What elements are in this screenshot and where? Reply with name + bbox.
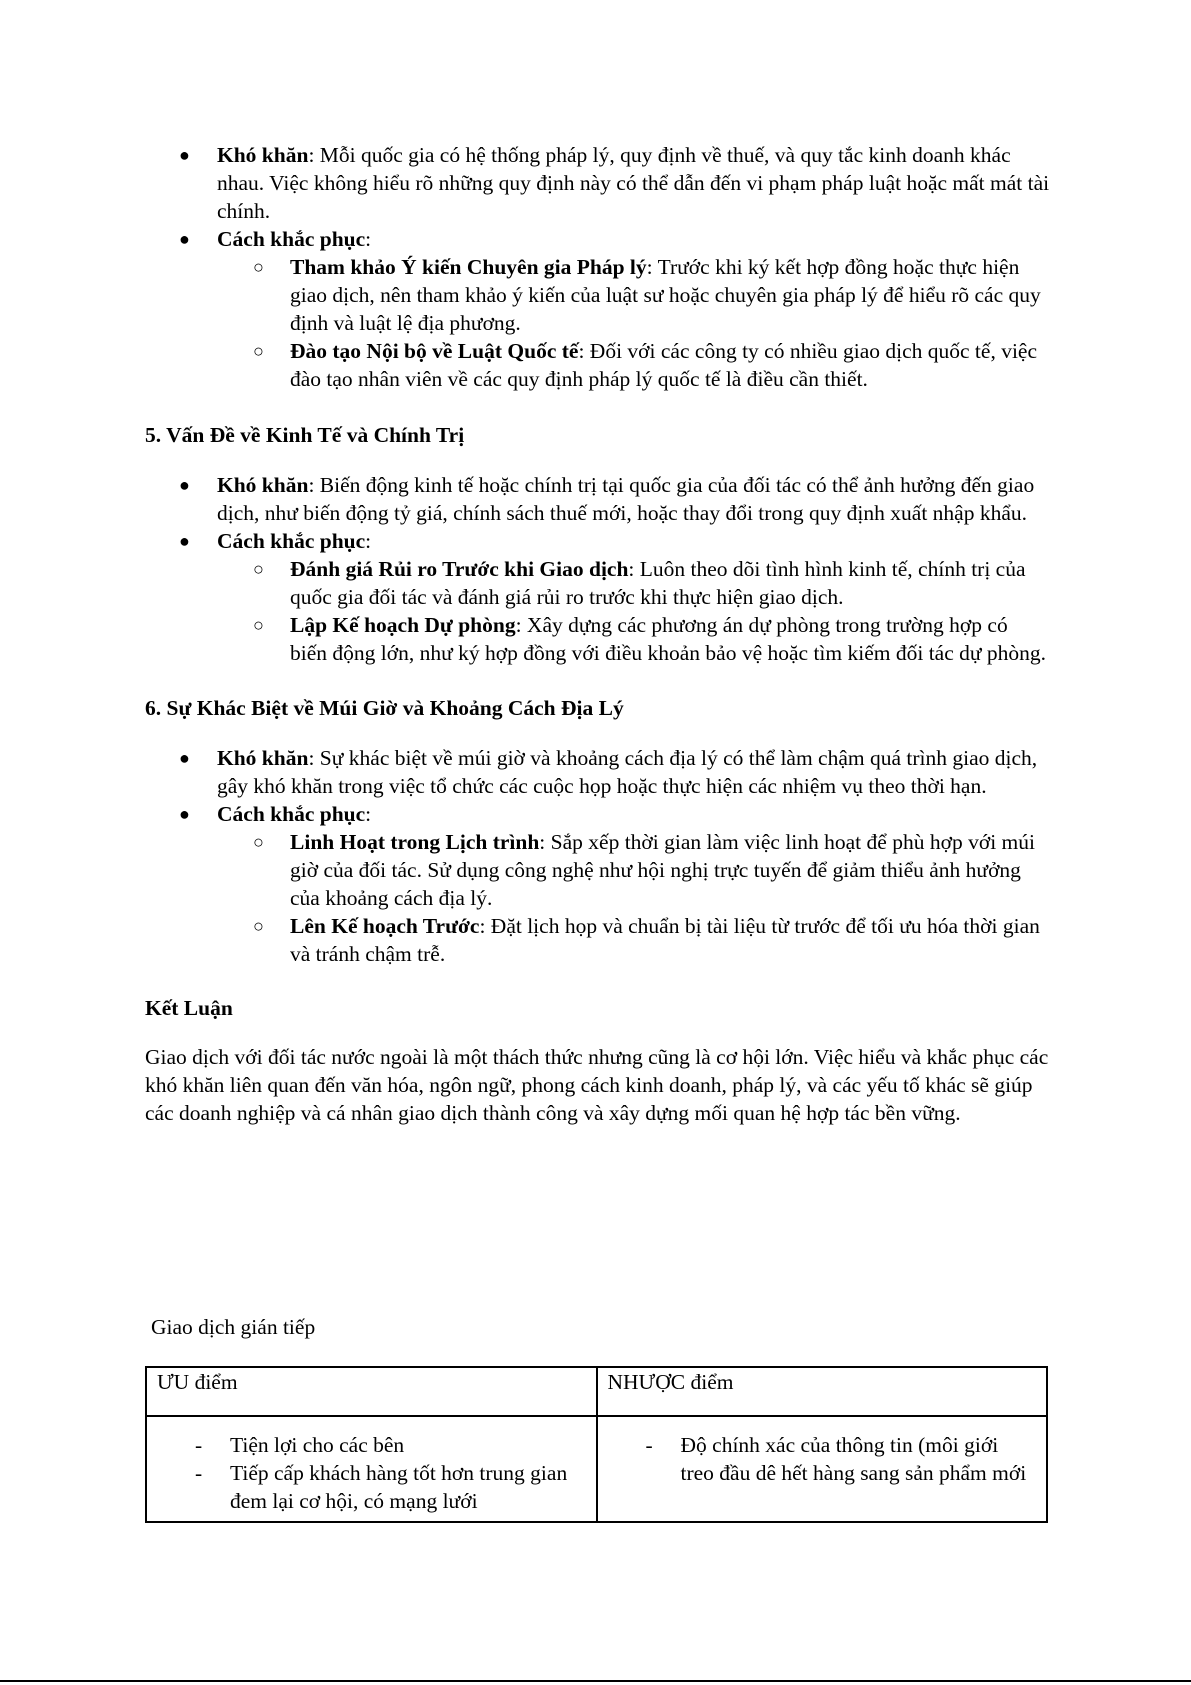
list-item: ● Cách khắc phục: [179,802,372,826]
sub-list-item [145,912,1050,968]
dash-bullet: - [645,1433,653,1457]
table-caption: Giao dịch gián tiếp [151,1315,316,1339]
item-text: : Luôn theo dõi tình hình kinh tế, chính trị của quốc gia đối tác và đánh giá rủi ro trước khi thực hiện giao dịch. [290,557,1026,609]
bullet-disc: ● [179,229,190,249]
pros-cell [146,1416,597,1522]
dash-bullet: - [195,1461,203,1485]
item-label: Tham khảo Ý kiến Chuyên gia Pháp lý [290,255,647,279]
item-text: : Sắp xếp thời gian làm việc linh hoạt để phù hợp với múi giờ của đối tác. Sử dụng công nghệ như hội nghị trực tuyến để giảm thiểu ảnh hưởng của khoảng cách địa lý. [290,830,1035,910]
item-label: Khó khăn [217,143,309,167]
sub-list-item [145,337,1050,393]
item-label: Cách khắc phục [217,227,366,251]
item-text: : Đối với các công ty có nhiều giao dịch quốc tế, việc đào tạo nhân viên về các quy định pháp lý quốc tế là điều cần thiết. [290,339,1037,391]
pros-item [147,1431,586,1459]
item-label: Lập Kế hoạch Dự phòng [290,613,516,637]
cons-cell [597,1416,1048,1522]
item-label: Cách khắc phục [217,802,366,826]
sub-list-item [145,253,1050,337]
bullet-disc: ● [179,748,190,768]
list-item: ● Cách khắc phục: [179,529,372,553]
list-item [145,744,1050,800]
bullet-circle: ○ [253,257,264,277]
bullet-disc: ● [179,475,190,495]
pros-item [147,1459,586,1515]
page-divider [0,1680,1191,1682]
sub-list-item [145,611,1050,667]
header-cons: NHƯỢC điểm [597,1367,1048,1416]
pros-text: Tiện lợi cho các bên [230,1433,405,1457]
bullet-circle: ○ [253,341,264,361]
bullet-circle: ○ [253,832,264,852]
list-item [145,141,1050,225]
bullet-circle: ○ [253,615,264,635]
table-row [146,1416,1047,1522]
item-text: : Xây dựng các phương án dự phòng trong trường hợp có biến động lớn, như ký hợp đồng với điều khoản bảo vệ hoặc tìm kiếm đối tác dự phòng. [290,613,1047,665]
cons-text: Độ chính xác của thông tin (môi giới treo đầu dê hết hàng sang sản phẩm mới [680,1433,1027,1485]
list-item: ● Cách khắc phục: [179,227,372,251]
dash-bullet: - [195,1433,203,1457]
item-text: : Sự khác biệt về múi giờ và khoảng cách địa lý có thể làm chậm quá trình giao dịch, gây khó khăn trong việc tổ chức các cuộc họp hoặc thực hiện các nhiệm vụ theo thời hạn. [217,746,1038,798]
sub-list-item [145,555,1050,611]
item-text: : Mỗi quốc gia có hệ thống pháp lý, quy định về thuế, và quy tắc kinh doanh khác nhau. Việc không hiểu rõ những quy định này có thể dẫn đến vi phạm pháp luật hoặc mất mát tài chính. [217,143,1050,223]
bullet-circle: ○ [253,916,264,936]
table-header-row [146,1367,1047,1416]
bullet-circle: ○ [253,559,264,579]
pros-cons-table [145,1366,1048,1523]
bullet-disc: ● [179,145,190,165]
cons-item [598,1431,1037,1487]
item-label: Khó khăn [217,473,309,497]
conclusion-paragraph: Giao dịch với đối tác nước ngoài là một thách thức nhưng cũng là cơ hội lớn. Việc hiểu và khắc phục các khó khăn liên quan đến văn hóa, ngôn ngữ, phong cách kinh doanh, pháp lý, và các yếu tố khác sẽ giúp các doanh nghiệp và cá nhân giao dịch thành công và xây dựng mối quan hệ hợp tác bền vững. [145,1045,1049,1125]
item-text: : Biến động kinh tế hoặc chính trị tại quốc gia của đối tác có thể ảnh hưởng đến giao dịch, như biến động tỷ giá, chính sách thuế mới, hoặc thay đổi trong quy định xuất nhập khẩu. [217,473,1035,525]
bullet-disc: ● [179,804,190,824]
header-pros: ƯU điểm [146,1367,597,1416]
conclusion-heading: Kết Luận [145,996,233,1020]
section-heading: 6. Sự Khác Biệt về Múi Giờ và Khoảng Cách Địa Lý [145,696,624,720]
item-label: Đào tạo Nội bộ về Luật Quốc tế [290,339,579,363]
list-item [145,471,1050,527]
item-text: : Đặt lịch họp và chuẩn bị tài liệu từ trước để tối ưu hóa thời gian và tránh chậm trễ. [290,914,1040,966]
document-body [145,141,1050,1127]
pros-text: Tiếp cấp khách hàng tốt hơn trung gian đem lại cơ hội, có mạng lưới [230,1461,568,1513]
item-label: Linh Hoạt trong Lịch trình [290,830,540,854]
bullet-disc: ● [179,531,190,551]
sub-list-item [145,828,1050,912]
item-label: Khó khăn [217,746,309,770]
item-label: Cách khắc phục [217,529,366,553]
item-text: : Trước khi ký kết hợp đồng hoặc thực hiện giao dịch, nên tham khảo ý kiến của luật sư hoặc chuyên gia pháp lý để hiểu rõ các quy định và luật lệ địa phương. [290,255,1041,335]
item-label: Lên Kế hoạch Trước [290,914,480,938]
section-heading: 5. Vấn Đề về Kinh Tế và Chính Trị [145,423,465,447]
item-label: Đánh giá Rủi ro Trước khi Giao dịch [290,557,629,581]
